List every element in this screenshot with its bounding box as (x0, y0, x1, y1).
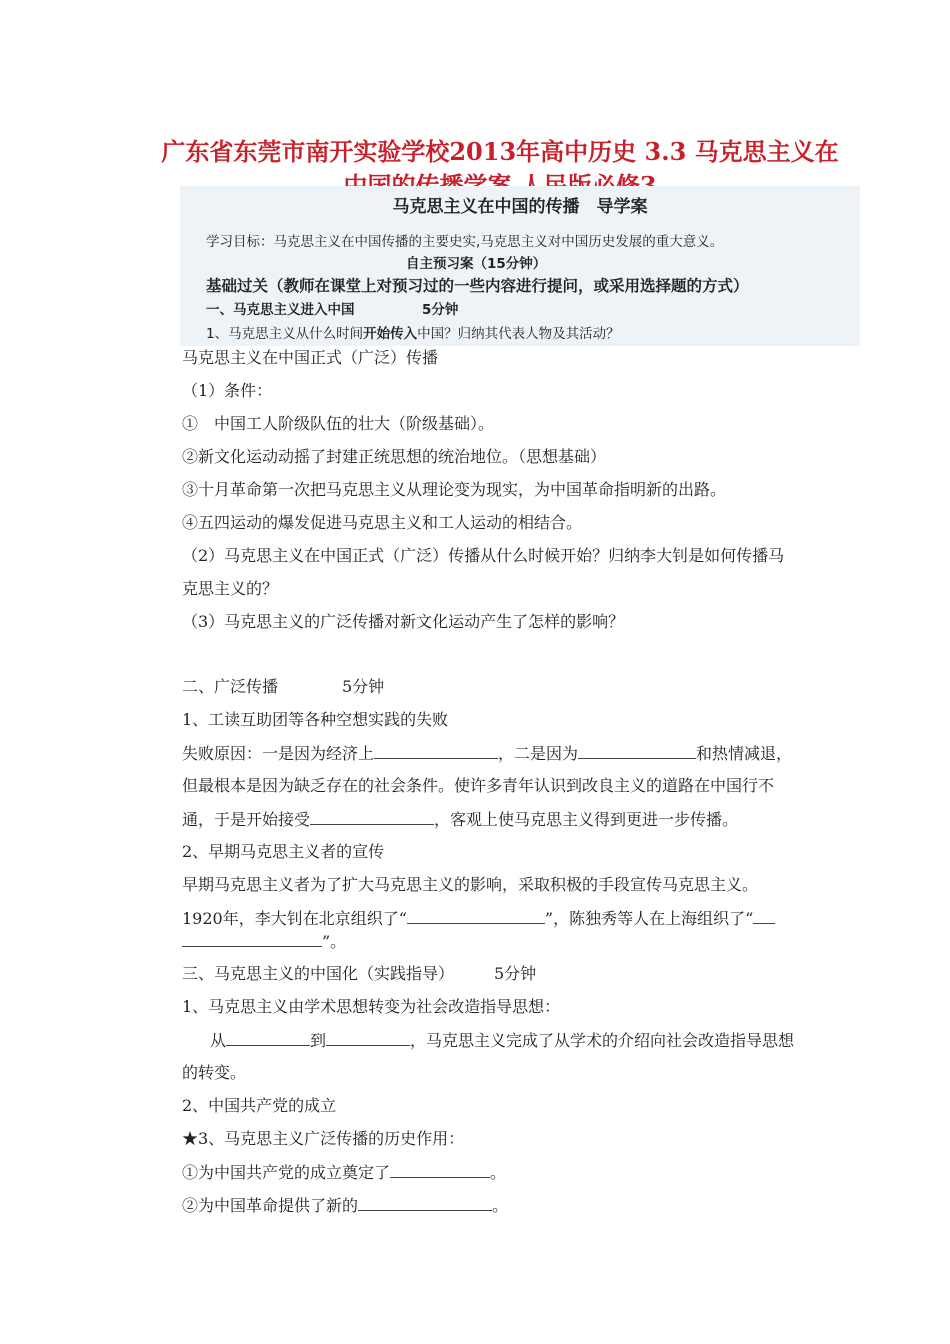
section-1-heading: 一、马克思主义进入中国 5分钟 (206, 302, 459, 318)
question-1-post: 中国？归纳其代表人物及其活动？ (417, 326, 620, 342)
question-1-bold: 开始传入 (363, 326, 418, 342)
text-segment: ，马克思主义完成了从学术的介绍向社会改造指导思想 (410, 1031, 795, 1050)
text-line: 1、工读互助团等各种空想实践的失败 (182, 710, 449, 729)
fill-line (182, 742, 792, 765)
fill-line (182, 907, 775, 930)
section-2-heading: 二、广泛传播 5分钟 (182, 677, 385, 696)
text-line: 马克思主义在中国正式（广泛）传播 (182, 348, 439, 367)
text-line: 克思主义的？ (182, 579, 279, 598)
fill-line (182, 930, 346, 953)
preview-label: 自主预习案（15分钟） (406, 256, 547, 272)
answer-blank[interactable] (753, 907, 775, 924)
text-line: ① 中国工人阶级队伍的壮大（阶级基础）。 (182, 414, 495, 433)
text-line: 的转变。 (182, 1063, 247, 1082)
guide-panel (180, 186, 860, 346)
text-segment: 和热情减退， (696, 744, 793, 763)
answer-blank[interactable] (358, 1194, 492, 1211)
basic-review: 基础过关（教师在课堂上对预习过的一些内容进行提问，或采用选择题的方式） (206, 277, 749, 295)
text-segment: ，二是因为 (498, 744, 579, 763)
text-line: ★3、马克思主义广泛传播的历史作用： (182, 1129, 465, 1148)
question-1-pre: 1、马克思主义从什么时间 (206, 326, 364, 342)
text-segment: 。 (492, 1196, 509, 1215)
learning-objective: 学习目标：马克思主义在中国传播的主要史实,马克思主义对中国历史发展的重大意义。 (206, 234, 724, 250)
fill-line (182, 1161, 506, 1184)
section-3-heading: 三、马克思主义的中国化（实践指导） 5分钟 (182, 964, 537, 983)
text-line: （1）条件： (182, 381, 273, 400)
fill-line (182, 1194, 508, 1217)
text-line: 1、马克思主义由学术思想转变为社会改造指导思想： (182, 997, 561, 1016)
answer-blank[interactable] (182, 930, 322, 947)
text-segment: 通，于是开始接受 (182, 810, 311, 829)
text-line: ②新文化运动动摇了封建正统思想的统治地位。（思想基础） (182, 447, 607, 466)
answer-blank[interactable] (374, 742, 498, 759)
answer-blank[interactable] (578, 742, 696, 759)
text-line: （3）马克思主义的广泛传播对新文化运动产生了怎样的影响？ (182, 612, 625, 631)
text-segment: 从 (210, 1031, 227, 1050)
text-line: ④五四运动的爆发促进马克思主义和工人运动的相结合。 (182, 513, 583, 532)
text-line: 但最根本是因为缺乏存在的社会条件。使许多青年认识到改良主义的道路在中国行不 (182, 776, 775, 795)
answer-blank[interactable] (226, 1029, 310, 1046)
text-line: ③十月革命第一次把马克思主义从理论变为现实，为中国革命指明新的出路。 (182, 480, 727, 499)
text-segment: ，客观上使马克思主义得到更进一步传播。 (434, 810, 739, 829)
text-segment: 。 (490, 1163, 507, 1182)
text-segment: 失败原因：一是因为经济上 (182, 744, 375, 763)
text-segment: ”。 (322, 932, 347, 951)
answer-blank[interactable] (310, 808, 434, 825)
fill-line (182, 808, 738, 831)
text-line: （2）马克思主义在中国正式（广泛）传播从什么时候开始？归纳李大钊是如何传播马 (182, 546, 785, 565)
text-segment: ”，陈独秀等人在上海组织了“ (544, 909, 754, 928)
answer-blank[interactable] (390, 1161, 490, 1178)
answer-blank[interactable] (407, 907, 545, 924)
fill-line (210, 1029, 794, 1052)
text-segment: ②为中国革命提供了新的 (182, 1196, 359, 1215)
text-line: 2、早期马克思主义者的宣传 (182, 842, 385, 861)
question-1 (206, 322, 620, 342)
text-segment: 1920年，李大钊在北京组织了“ (182, 909, 407, 928)
text-line: 2、中国共产党的成立 (182, 1096, 337, 1115)
title-line-1: 广东省东莞市南开实验学校2013年高中历史 3.3 马克思主义在 (161, 137, 839, 166)
text-line: 早期马克思主义者为了扩大马克思主义的影响，采取积极的手段宣传马克思主义。 (182, 875, 759, 894)
text-segment: 到 (310, 1031, 327, 1050)
answer-blank[interactable] (326, 1029, 410, 1046)
guide-heading: 马克思主义在中国的传播 导学案 (392, 197, 648, 217)
text-segment: ①为中国共产党的成立奠定了 (182, 1163, 391, 1182)
